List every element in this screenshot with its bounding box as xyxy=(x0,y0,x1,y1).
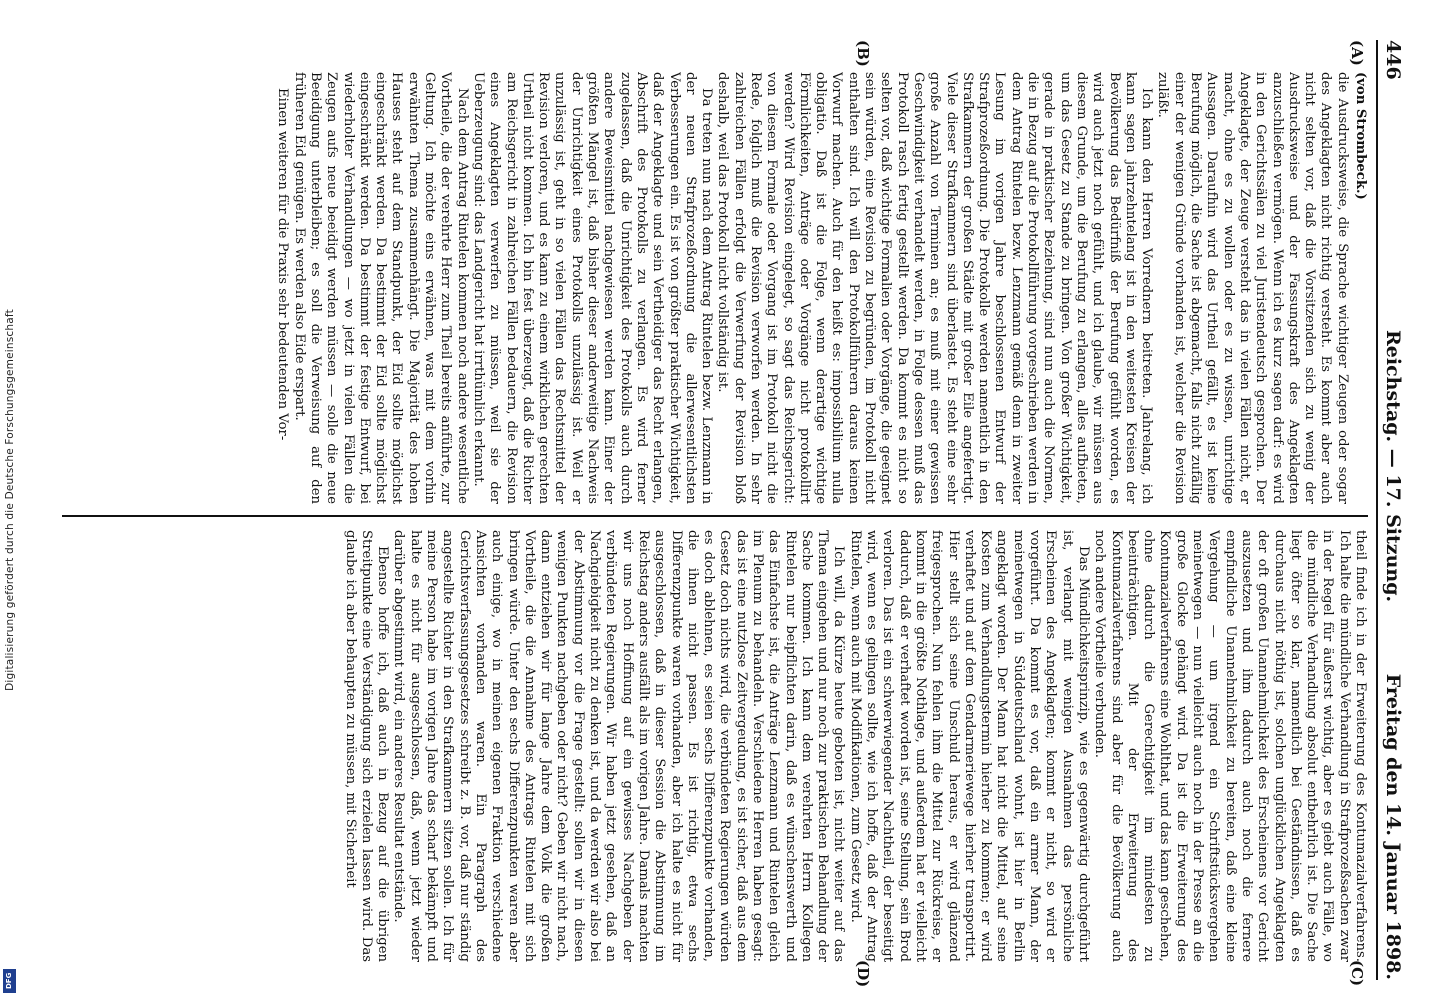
running-head xyxy=(1376,40,1404,980)
paragraph: Das Mündlichkeitsprinzip, wie es gegenwärtig durchgeführt ist, verlangt mit wenigen Ausnahmen das persönliche Erscheinen des Angeklagten; kommt er nicht, so wird er vorgeführt. Da kommt es vor, daß ein armer Mann, der meinetwegen in Süddeutschland wohnt, ist hier in Berlin angeklagt worden. Der Mann hat nicht die Mittel, auf seine Kosten zum Verhandlungstermin hierher zu kommen; er wird verhaftet und auf dem Gendarmeriewege hierher transportirt. Hier stellt sich seine Unschuld heraus, er wird glänzend freigesprochen. Nun fehlen ihm die Mittel zur Rückreise, er kommt in die größte Nothlage, und außerdem hat er vielleicht dadurch, daß er verhaftet worden ist, seine Stellung, sein Brod verloren. Das ist ein schwerwiegender Nachtheil, der beseitigt wird, wenn es gelingen sollte, wie ich hoffe, daß der Antrag Rintelen, wenn auch mit Modifikationen, zum Gesetz wird. xyxy=(847,530,1091,962)
paragraph: theil finde ich in der Erweiterung des Kontumazialverfahrens. Ich halte die mündliche Verhandlung in Strafprozeßsachen zwar in der Regel für äußerst wichtig, aber es giebt auch Fälle, wo die mündliche Verhandlung absolut entbehrlich ist. Die Sache liegt öfter so klar, namentlich bei Geständnissen, daß es durchaus nicht nöthig ist, solchen unglücklichen Angeklagten der oft großen Unannehmlichkeit des Erscheinens vor Gericht auszusetzen und ihm dadurch auch noch die fernere empfindliche Unannehmlichkeit zu bereiten, daß eine kleine Vergehung — um irgend ein Schriftstücksvergehen meinetwegen — nun vielleicht auch noch in der Presse an die große Glocke gehängt wird. Da ist die Erweiterung des Kontumazialverfahrens eine Wohlthat, und das kann geschehen, ohne dadurch die Gerechtigkeit im mindesten zu beeinträchtigen. Mit der Erweiterung des Kontumazialverfahrens sind aber für die Bevölkerung auch noch andere Vortheile verbunden. xyxy=(1092,530,1368,962)
paragraph: die Ausdrucksweise, die Sprache wichtiger Zeugen oder sogar des Angeklagten nicht richtig versteht. Es kommt aber auch nicht selten vor, daß die Vorsitzenden sich zu wenig der Ausdrucksweise und der Fassungskraft des Angeklagten anzuschließen vermögen. Wenn ich es kurz sagen darf: es wird in den Gerichtssälen zu viel Juristendeutsch gesprochen. Der Angeklagte, der Zeuge versteht das in vielen Fällen nicht, er macht, ohne es zu wollen oder es zu wissen, unrichtige Aussagen. Daraufhin wird das Urtheil gefällt, es ist keine Berufung möglich, die Sache ist abgemacht, falls nicht zufällig einer der wenigen Gründe vorhanden ist, welcher die Revision zuläßt. xyxy=(1155,72,1350,504)
digitization-stamp xyxy=(0,0,20,1000)
column-divider xyxy=(62,515,1368,517)
paragraph: Ebenso hoffe ich, daß auch in Bezug auf die übrigen Streitpunkte eine Verständigung sich erzielen lassen wird. Das glaube ich aber behaupten zu müssen, mit Sicherheit xyxy=(342,530,391,962)
dfg-logo: DFG xyxy=(3,969,16,993)
margin-mark-d: (D) xyxy=(854,960,872,988)
paragraph: Ich will, da Kürze heute geboten ist, nicht weiter auf das Thema eingehen und nur noch zur praktischen Behandlung der Sache kommen. Ich kann dem verehrten Herrn Kollegen Rintelen nur beipflichten darin, daß es wünschenswerth und das Einfachste ist, die Anträge Lenzmann und Rintelen gleich im Plenum zu behandeln. Verschiedene Herren haben gesagt: das ist eine nutzlose Zeitvergeudung, es ist sicher, daß aus dem Gesetz doch nichts wird, die verbündeten Regierungen würden es doch ablehnen, es seien sechs Differenzpunkte vorhanden, die ihnen nicht passen. Es ist richtig, etwa sechs Differenzpunkte waren vorhanden, aber ich halte es nicht für ausgeschlossen, daß in dieser Session die Abstimmung im Reichstag anders ausfällt als im vorigen Jahre. Damals machten wir uns noch Hoffnung auf ein gewisses Nachgeben der verbündeten Regierungen. Wir haben jetzt gesehen, daß an Nachgiebigkeit nicht zu denken ist, und da werden wir also bei der Abstimmung vor die Frage gestellt: sollen wir in diesen wenigen Punkten nachgeben oder nicht? Geben wir nicht nach, dann entziehen wir für lange Jahre dem Volk die großen Vortheile, die die Annahme des Antrags Rintelen mit sich bringen würde. Unter den sechs Differenzpunkten waren aber auch einige, wo in meinen eigenen Fraktion verschiedene Ansichten vorhanden waren. Ein Paragraph des Gerichtsverfassungsgesetzes schreibt z. B. vor, daß nur ständig angestellte Richter in den Strafkammern sitzen sollen. Ich für meine Person habe im vorigen Jahre das scharf bekämpft und halte es nicht für ausgeschlossen, daß, wenn jetzt wieder darüber abgestimmt wird, ein anderes Resultat entstände. xyxy=(391,530,847,962)
speaker-name: (von Strombeck.) xyxy=(1353,72,1368,200)
paragraph: Da treten nun nach dem Antrag Rintelen bezw. Lenzmann in der neuen Strafprozeßordnung die allerwesentlichsten Verbesserungen ein. Es ist von größter praktischer Wichtigkeit, daß der Angeklagte und sein Vertheidiger das Recht erlangen, Abschrift des Protokolls zu verlangen. Es wird ferner zugelassen, daß die Unrichtigkeit des Protokolls auch durch andere Beweismittel nachgewiesen werden kann. Einer der größten Mängel ist, daß bisher dieser anderweitige Nachweis der Unrichtigkeit eines Protokolls unzulässig ist. Weil er unzulässig ist, geht in so vielen Fällen das Rechtsmittel der Revision verloren, und es kann zu einem wirklichen gerechten Urtheil nicht kommen. Ich bin fest überzeugt, daß die Richter am Reichsgericht in zahlreichen Fällen bedauern, die Revision eines Angeklagten verwerfen zu müssen, weil sie der Ueberzeugung sind: das Landgericht hat irrthümlich erkannt. xyxy=(470,72,715,504)
page-number: 446 xyxy=(1382,40,1404,80)
masthead: Reichstag. — 17. Sitzung. xyxy=(1382,330,1404,603)
rotated-newspaper-page xyxy=(62,40,1412,988)
margin-mark-c: (C) xyxy=(1348,960,1366,987)
paragraph: Ich kann den Herren Vorrednern beitreten. Jahrelang, ich kann sagen jahrzehntelang ist in den weitesten Kreisen der Bevölkerung das Bedürfniß der Berufung gefühlt worden, es wird auch jetzt noch gefühlt, und ich glaube, wir müssen aus diesem Grunde, um die Berufung zu erlangen, alles aufbieten, um das Gesetz zu Stande zu bringen. Von großer Wichtigkeit, gerade in praktischer Beziehung, sind nun auch die Normen, die in Bezug auf die Protokollführung vorgeschrieben werden in dem Antrag Rintelen bezw. Lenzmann gemäß denn in zweiter Lesung im vorigen Jahre beschlossenen Entwurf der Strafprozeßordnung. Die Protokolle werden namentlich in den Strafkammern der großen Städte mit großer Eile angefertigt. Viele dieser Strafkammern sind überlastet. Es steht eine sehr große Anzahl von Terminen an; es muß mit einer gewissen Geschwindigkeit verhandelt werden, in Folge dessen muß das Protokoll rasch fertig gestellt werden. Da kommt es nicht so selten vor, daß wichtige Formalien oder Vorgänge, die geeignet sein würden, eine Revision zu begründen, im Protokoll nicht enthalten sind. Ich will den Protokollführern daraus keinen Vorwurf machen. Auch für den heißt es: impossibilium nulla obligatio. Daß ist die Folge, wenn derartige wichtige Förmlichkeiten, Anträge oder Vorgänge nicht protokollirt werden? Wird Revision eingelegt, so sagt das Reichsgericht: von diesem Formale oder Vorgang ist im Protokoll nicht die Rede, folglich muß die Revision verworfen werden. In sehr zahlreichen Fällen erfolgt die Verwerfung der Revision bloß deshalb, weil das Protokoll nicht vollständig ist. xyxy=(715,72,1155,504)
left-column xyxy=(62,72,1368,504)
paragraph: Einen weiteren für die Praxis sehr bedeutenden Vor- xyxy=(275,88,291,441)
funding-notice: Digitalisierung gefördert durch die Deutsche Forschungsgemeinschaft xyxy=(4,309,16,691)
margin-mark-a: (A) xyxy=(1348,40,1366,66)
session-date: Freitag den 14. Januar 1898. xyxy=(1382,673,1404,980)
margin-mark-b: (B) xyxy=(854,40,872,67)
paragraph: Nach dem Antrag Rintelen kommen noch andere wesentliche Vortheile, die der verehrte Herr zum Theil bereits anführte, zur Geltung. Ich möchte eins erwähnen, was mit dem vorhin erwähnten Thema zusammenhängt. Die Majorität des hohen Hauses steht auf dem Standpunkt, der Eid sollte möglichst eingeschränkt werden. Da bestimmt der Eid sollte möglichst eingeschränkt werden. Da bestimmt der festige Entwurf, bei wiederholter Verhandlungen — wo jetzt in vielen Fällen die Zeugen aufs neue beeidigt werden müssen — solle die neue Beeidigung unterbleiben; es soll die Verweisung auf den früheren Eid genügen. Es werden also Eide erspart. xyxy=(291,72,470,504)
right-column xyxy=(62,530,1368,962)
